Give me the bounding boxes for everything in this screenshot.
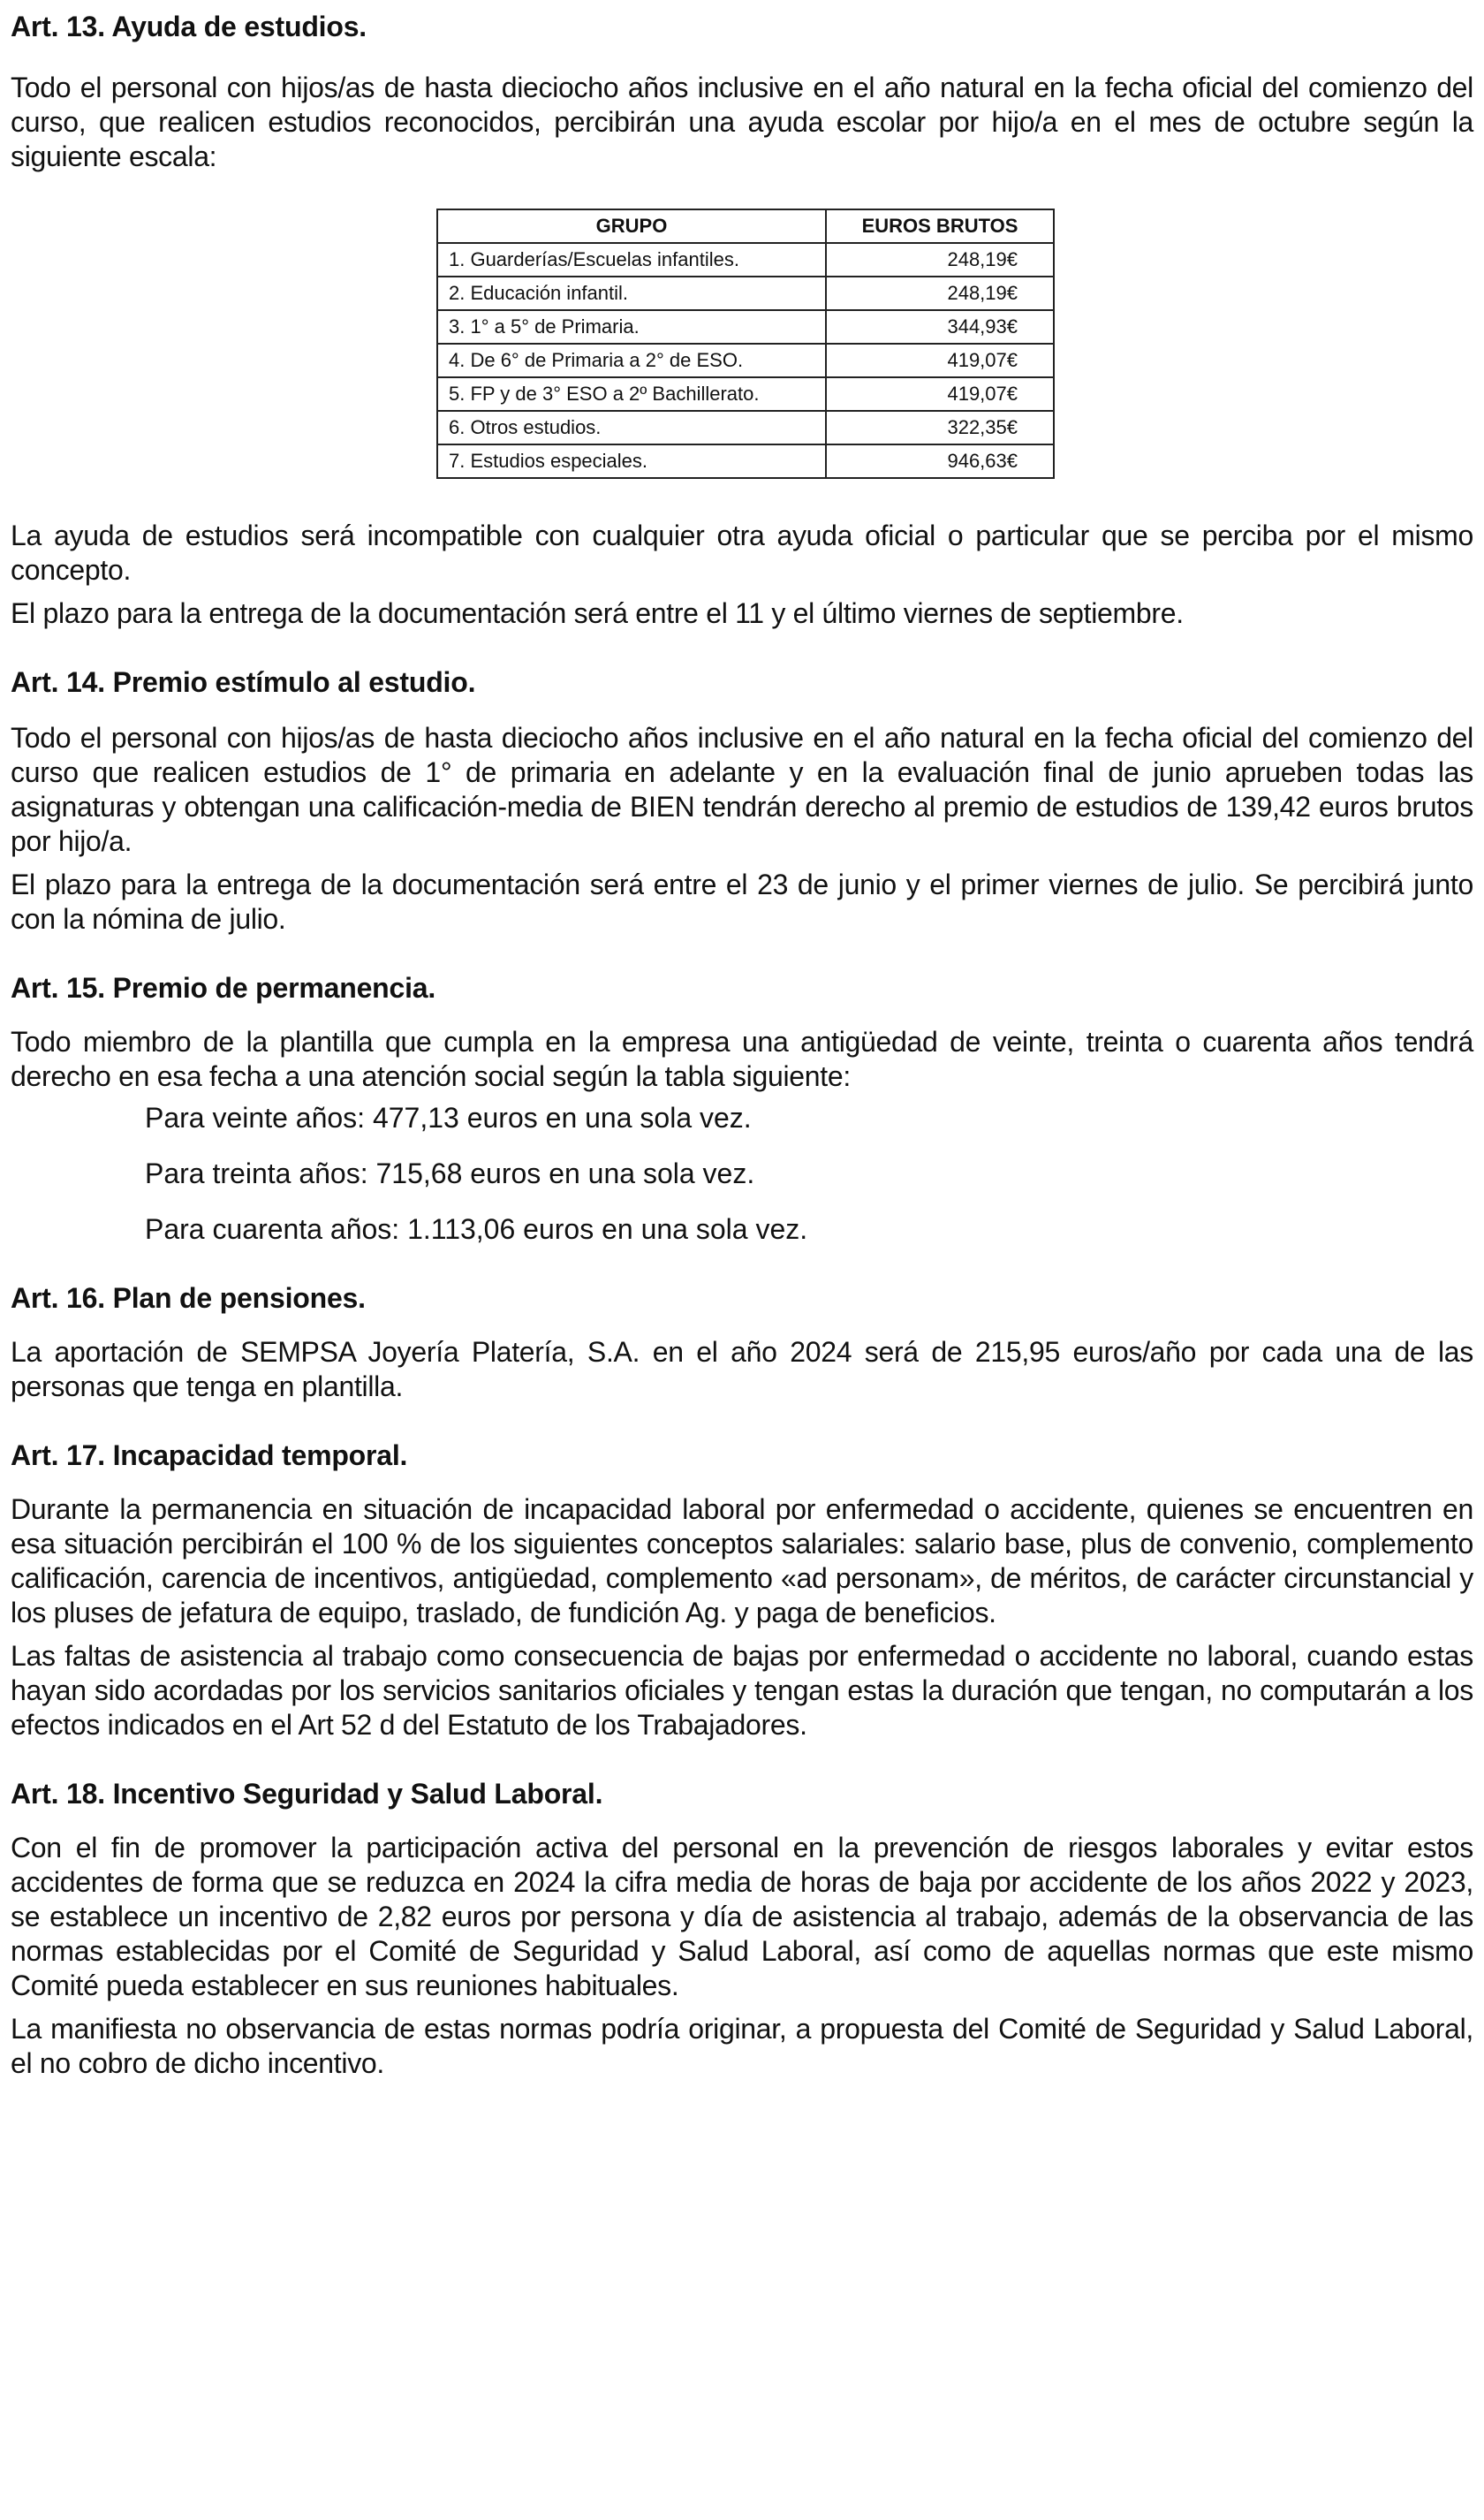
article-16-paragraph-1: La aportación de SEMPSA Joyería Platería, S.A. en el año 2024 será de 215,95 euros/año por cada una de las personas que tenga en plantilla. — [11, 1336, 1473, 1402]
article-13-paragraph-3: El plazo para la entrega de la documentación será entre el 11 y el último viernes de septiembre. — [11, 597, 1184, 629]
list-item: Para cuarenta años: 1.113,06 euros en una sola vez. — [145, 1213, 808, 1245]
article-17 — [11, 1438, 1473, 1742]
table-cell-euros: 322,35€ — [826, 411, 1054, 444]
table-row — [437, 411, 1054, 444]
study-aid-table — [436, 209, 1055, 479]
article-13-title: Art. 13. Ayuda de estudios. — [11, 11, 367, 42]
table-header-group: GRUPO — [437, 209, 826, 243]
article-16-title: Art. 16. Plan de pensiones. — [11, 1282, 366, 1314]
article-13-paragraph-2: La ayuda de estudios será incompatible con cualquier otra ayuda oficial o particular que se perciba por el mismo concepto. — [11, 520, 1473, 586]
table-row — [437, 377, 1054, 411]
table-cell-group: 7. Estudios especiales. — [437, 444, 826, 478]
article-17-paragraph-2: Las faltas de asistencia al trabajo como consecuencia de bajas por enfermedad o accidente no laboral, cuando estas hayan sido acordadas por los servicios sanitarios oficiales y tengan estas la duración que tengan, no computarán a los efectos indicados en el Art 52 d del Estatuto de los Trabajadores. — [11, 1640, 1473, 1741]
article-14-title: Art. 14. Premio estímulo al estudio. — [11, 666, 476, 698]
article-14-paragraph-1: Todo el personal con hijos/as de hasta dieciocho años inclusive en el año natural en la fecha oficial del comienzo del curso que realicen estudios de 1° de primaria en adelante y en la evaluación final de junio aprueben todas las asignaturas y obtengan una calificación-media de BIEN tendrán derecho al premio de estudios de 139,42 euros brutos por hijo/a. — [11, 722, 1473, 857]
article-17-paragraph-1: Durante la permanencia en situación de incapacidad laboral por enfermedad o accidente, quienes se encuentren en esa situación percibirán el 100 % de los siguientes conceptos salariales: salario base, plus de convenio, complemento calificación, carencia de incentivos, antigüedad, complemento «ad personam», de méritos, de carácter circunstancial y los pluses de jefatura de equipo, traslado, de fundición Ag. y paga de beneficios. — [11, 1493, 1473, 1628]
article-13 — [11, 9, 1473, 631]
article-15 — [11, 970, 1473, 1247]
table-row — [437, 310, 1054, 344]
article-17-title: Art. 17. Incapacidad temporal. — [11, 1439, 408, 1471]
article-15-paragraph-1: Todo miembro de la plantilla que cumpla en la empresa una antigüedad de veinte, treinta o cuarenta años tendrá derecho en esa fecha a una atención social según la tabla siguiente: — [11, 1026, 1473, 1092]
article-18-paragraph-2: La manifiesta no observancia de estas normas podría originar, a propuesta del Comité de Seguridad y Salud Laboral, el no cobro de dicho incentivo. — [11, 2013, 1473, 2079]
document-page — [11, 9, 1473, 2081]
article-18 — [11, 1776, 1473, 2081]
list-item: Para treinta años: 715,68 euros en una sola vez. — [145, 1158, 755, 1189]
list-item: Para veinte años: 477,13 euros en una sola vez. — [145, 1102, 752, 1134]
table-cell-group: 2. Educación infantil. — [437, 277, 826, 310]
table-cell-euros: 946,63€ — [826, 444, 1054, 478]
table-cell-group: 5. FP y de 3° ESO a 2º Bachillerato. — [437, 377, 826, 411]
table-cell-group: 1. Guarderías/Escuelas infantiles. — [437, 243, 826, 277]
table-row — [437, 243, 1054, 277]
table-cell-euros: 419,07€ — [826, 377, 1054, 411]
table-cell-group: 4. De 6° de Primaria a 2° de ESO. — [437, 344, 826, 377]
article-15-title: Art. 15. Premio de permanencia. — [11, 972, 436, 1004]
table-cell-euros: 248,19€ — [826, 243, 1054, 277]
article-13-paragraph-1: Todo el personal con hijos/as de hasta dieciocho años inclusive en el año natural en la fecha oficial del comienzo del curso, que realicen estudios reconocidos, percibirán una ayuda escolar por hijo/a en el mes de octubre según la siguiente escala: — [11, 72, 1473, 172]
table-cell-euros: 248,19€ — [826, 277, 1054, 310]
table-row — [437, 444, 1054, 478]
table-cell-euros: 344,93€ — [826, 310, 1054, 344]
table-cell-group: 6. Otros estudios. — [437, 411, 826, 444]
table-header-euros: EUROS BRUTOS — [826, 209, 1054, 243]
article-14-paragraph-2: El plazo para la entrega de la documentación será entre el 23 de junio y el primer viernes de julio. Se percibirá junto con la nómina de julio. — [11, 869, 1473, 935]
article-16 — [11, 1280, 1473, 1404]
table-cell-euros: 419,07€ — [826, 344, 1054, 377]
permanence-list — [11, 1101, 1473, 1247]
table-row — [437, 277, 1054, 310]
table-row — [437, 344, 1054, 377]
table-cell-group: 3. 1° a 5° de Primaria. — [437, 310, 826, 344]
article-14 — [11, 664, 1473, 937]
article-18-title: Art. 18. Incentivo Seguridad y Salud Laboral. — [11, 1778, 603, 1810]
table-header-row — [437, 209, 1054, 243]
article-18-paragraph-1: Con el fin de promover la participación activa del personal en la prevención de riesgos laborales y evitar estos accidentes de forma que se reduzca en 2024 la cifra media de horas de baja por accidente de los años 2022 y 2023, se establece un incentivo de 2,82 euros por persona y día de asistencia al trabajo, además de la observancia de las normas establecidas por el Comité de Seguridad y Salud Laboral, así como de aquellas normas que este mismo Comité pueda establecer en sus reuniones habituales. — [11, 1832, 1473, 2001]
